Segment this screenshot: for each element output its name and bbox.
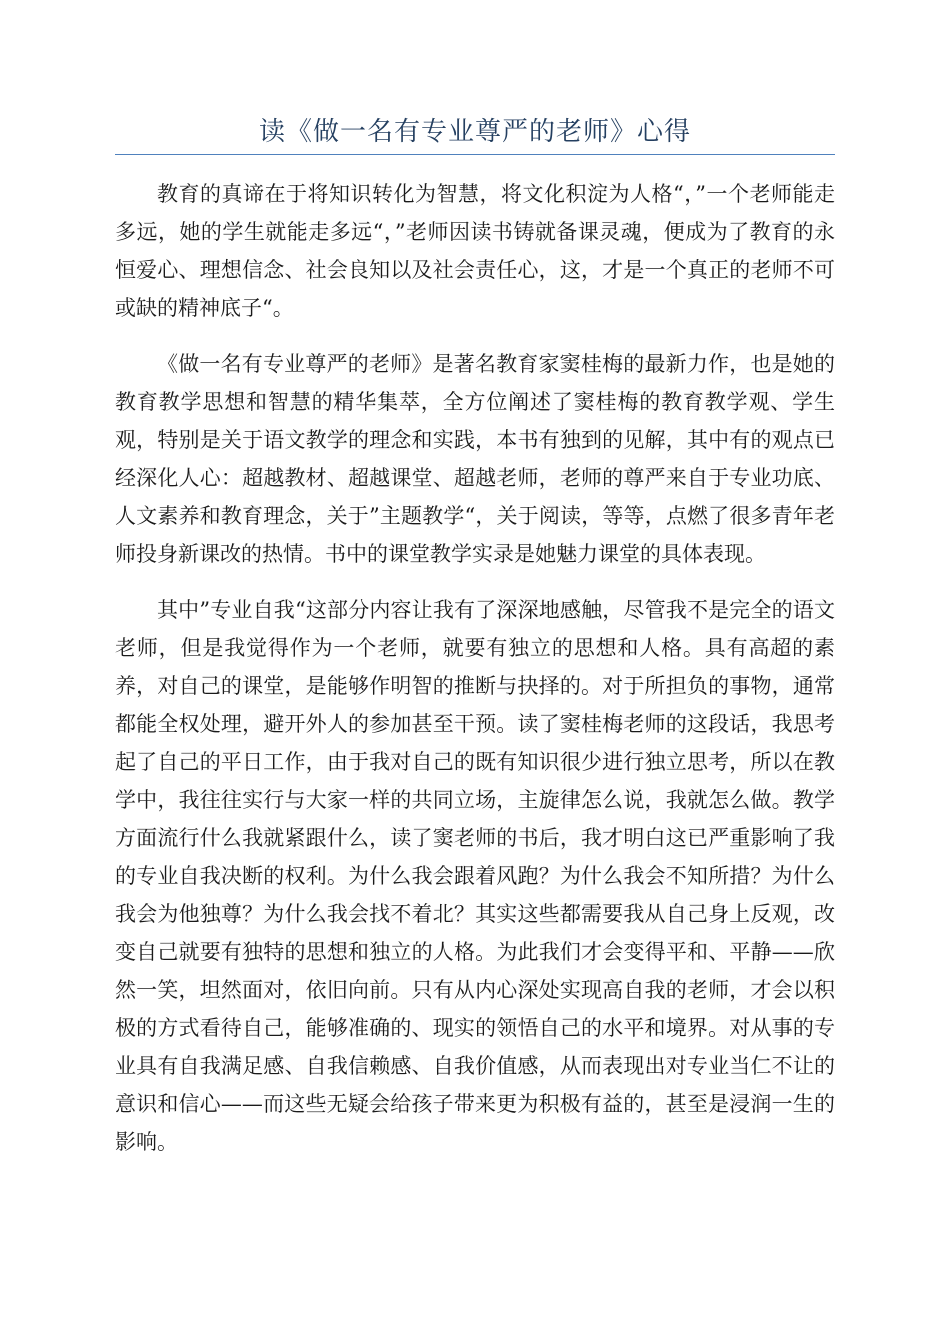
- body-paragraph: 其中”专业自我“这部分内容让我有了深深地感触，尽管我不是完全的语文老师，但是我觉得作为一个老师，就要有独立的思想和人格。具有高超的素养，对自己的课堂，是能够作明智的推断与抉择的。对于所担负的事物，通常都能全权处理，避开外人的参加甚至干预。读了窦桂梅老师的这段话，我思考起了自己的平日工作，由于我对自己的既有知识很少进行独立思考，所以在教学中，我往往实行与大家一样的共同立场，主旋律怎么说，我就怎么做。教学方面流行什么我就紧跟什么，读了窦老师的书后，我才明白这已严重影响了我的专业自我决断的权利。为什么我会跟着风跑？为什么我会不知所措？为什么我会为他独尊？为什么我会找不着北？其实这些都需要我从自己身上反观，改变自己就要有独特的思想和独立的人格。为此我们才会变得平和、平静——欣然一笑，坦然面对，依旧向前。只有从内心深处实现高自我的老师，才会以积极的方式看待自己，能够准确的、现实的领悟自己的水平和境界。对从事的专业具有自我满足感、自我信赖感、自我价值感，从而表现出对专业当仁不让的意识和信心——而这些无疑会给孩子带来更为积极有益的，甚至是浸润一生的影响。: [115, 598, 835, 1154]
- document-title: 读《做一名有专业尊严的老师》心得: [258, 117, 691, 147]
- body-paragraph: 《做一名有专业尊严的老师》是著名教育家窦桂梅的最新力作，也是她的教育教学思想和智慧的精华集萃，全方位阐述了窦桂梅的教育教学观、学生观，特别是关于语文教学的理念和实践，本书有独到的见解，其中有的观点已经深化人心：超越教材、超越课堂、超越老师，老师的尊严来自于专业功底、人文素养和教育理念，关于”主题教学“，关于阅读，等等，点燃了很多青年老师投身新课改的热情。书中的课堂教学实录是她魅力课堂的具体表现。: [115, 352, 835, 566]
- title-underline: [115, 154, 835, 155]
- document-body: [115, 175, 835, 1179]
- body-paragraph: 教育的真谛在于将知识转化为智慧，将文化积淀为人格“，”一个老师能走多远，她的学生就能走多远“，”老师因读书铸就备课灵魂，便成为了教育的永恒爱心、理想信念、社会良知以及社会责任心，这，才是一个真正的老师不可或缺的精神底子“。: [115, 182, 835, 320]
